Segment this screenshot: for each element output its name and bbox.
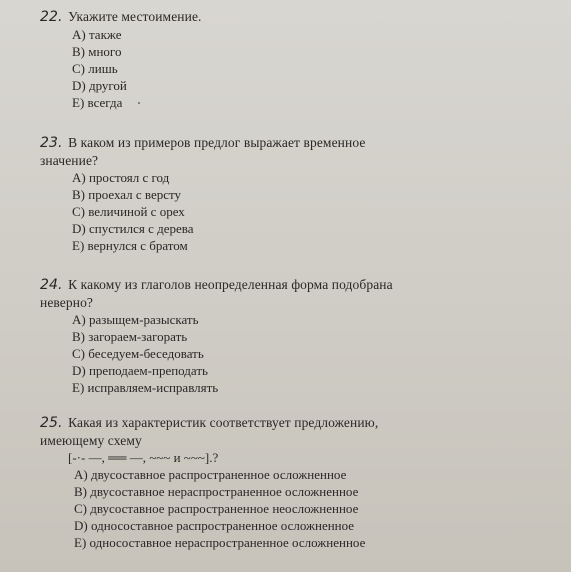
answer-option: B) загораем-загорать — [72, 329, 188, 344]
answer-option: C) двусоставное распространенное неосложненное — [74, 501, 359, 516]
question-23-options — [40, 169, 420, 254]
answer-option: D) преподаем-преподать — [72, 363, 208, 378]
sentence-scheme: [-·- —, ══ —, ~~~ и ~~~].? — [68, 450, 219, 465]
answer-option: E) вернулся с братом — [72, 238, 188, 253]
answer-option: A) также — [72, 27, 122, 42]
question-22-text: Укажите местоимение. — [68, 9, 202, 24]
answer-option: B) много — [72, 44, 122, 59]
question-22-title — [40, 8, 420, 26]
answer-option: B) двусоставное нераспространенное осложненное — [74, 484, 359, 499]
answer-option: C) лишь — [72, 61, 118, 76]
answer-option: E) всегда — [72, 95, 123, 110]
question-24 — [40, 276, 420, 396]
question-23-text: В каком из примеров предлог выражает временное значение? — [40, 135, 366, 168]
answer-option: D) другой — [72, 78, 127, 93]
question-24-options — [40, 311, 420, 396]
pen-mark — [138, 102, 140, 104]
answer-option: A) разыщем-разыскать — [72, 312, 199, 327]
answer-option: D) односоставное распространенное осложненное — [74, 518, 355, 533]
answer-option: A) простоял с год — [72, 170, 170, 185]
question-23-title — [40, 134, 420, 169]
question-23 — [40, 134, 420, 254]
answer-option: B) проехал с версту — [72, 187, 182, 202]
question-23-number: 23. — [40, 135, 63, 151]
answer-option: C) величиной с орех — [72, 204, 185, 219]
question-25 — [40, 414, 420, 551]
answer-option: E) односоставное нераспространенное осложненное — [74, 535, 366, 550]
answer-option: D) спустился с дерева — [72, 221, 194, 236]
question-24-title — [40, 276, 420, 311]
question-22-number: 22. — [40, 9, 63, 25]
question-24-text: К какому из глаголов неопределенная форма подобрана неверно? — [40, 277, 393, 310]
question-22-options — [40, 26, 420, 111]
answer-option: E) исправляем-исправлять — [72, 380, 219, 395]
question-25-number: 25. — [40, 415, 63, 431]
question-25-text: Какая из характеристик соответствует предложению, имеющему схему — [40, 415, 379, 448]
question-22 — [40, 8, 420, 111]
question-25-options — [40, 466, 420, 551]
question-24-number: 24. — [40, 277, 63, 293]
question-25-title — [40, 414, 420, 449]
answer-option: C) беседуем-беседовать — [72, 346, 204, 361]
answer-option: A) двусоставное распространенное осложненное — [74, 467, 347, 482]
